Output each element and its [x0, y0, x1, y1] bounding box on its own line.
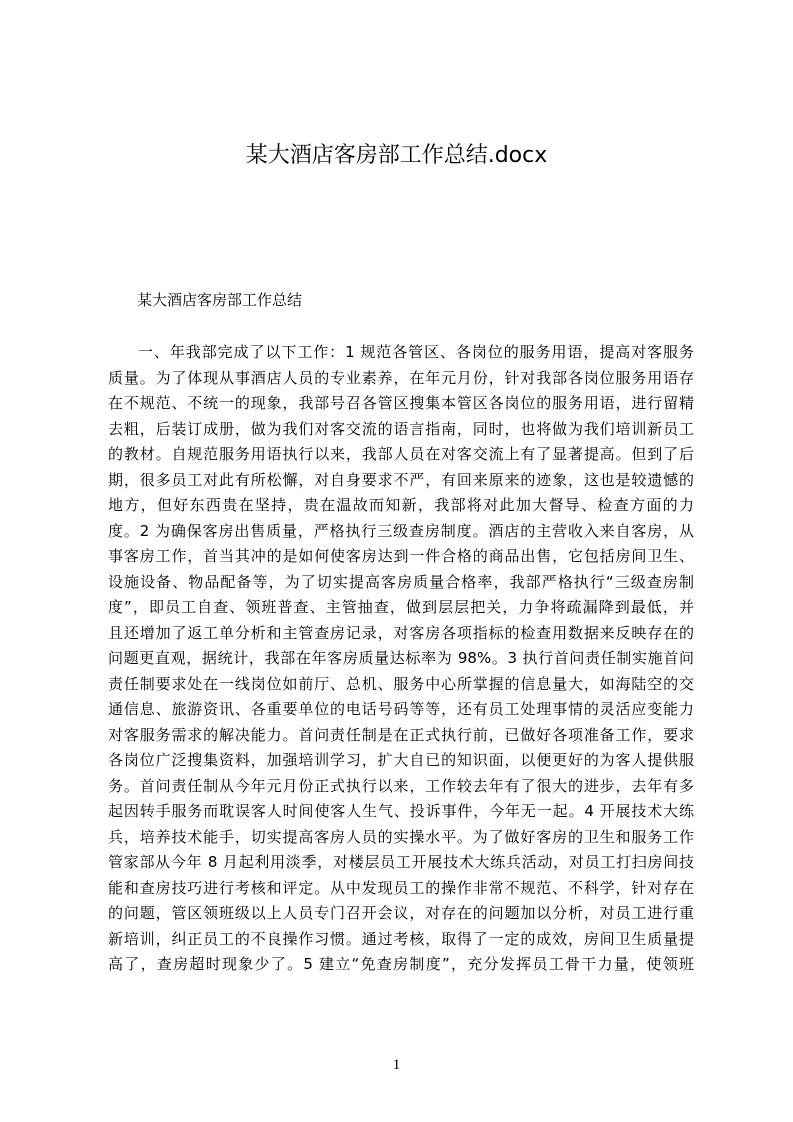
body-line: 的问题，管区领班级以上人员专门召开会议，对存在的问题加以分析，对员工进行重	[108, 904, 694, 922]
body-line: 责任制要求处在一线岗位如前厅、总机、服务中心所掌握的信息量大，如海陆空的交	[108, 674, 694, 693]
body-line: 能和查房技巧进行考核和评定。从中发现员工的操作非常不规范、不科学，针对存在	[108, 878, 694, 897]
body-line: 度”，即员工自查、领班普查、主管抽查，做到层层把关，力争将疏漏降到最低，并	[108, 598, 694, 616]
body-line: 起因转手服务而耽误客人时间使客人生气、投诉事件，今年无一起。4 开展技术大练	[108, 802, 694, 820]
body-paragraph	[108, 340, 694, 978]
document-subtitle: 某大酒店客房部工作总结	[137, 291, 303, 309]
page-number: 1	[392, 1057, 401, 1073]
body-line: 地方，但好东西贵在坚持，贵在温故而知新，我部将对此加大督导、检查方面的力	[108, 496, 694, 514]
body-line: 各岗位广泛搜集资料，加强培训学习，扩大自已的知识面，以便更好的为客人提供服	[108, 751, 694, 769]
body-line: 质量。为了体现从事酒店人员的专业素养，在年元月份，针对我部各岗位服务用语存	[108, 368, 694, 387]
document-title: 某大酒店客房部工作总结.docx	[245, 143, 548, 168]
body-line: 去粗，后装订成册，做为我们对客交流的语言指南，同时，也将做为我们培训新员工	[108, 419, 694, 438]
body-line: 期，很多员工对此有所松懈，对自身要求不严，有回来原来的迹象，这也是较遗憾的	[108, 470, 694, 489]
body-line: 务。首问责任制从今年元月份正式执行以来，工作较去年有了很大的进步，去年有多	[108, 776, 694, 795]
body-line: 管家部从今年 8 月起利用淡季，对楼层员工开展技术大练兵活动，对员工打扫房间技	[108, 853, 694, 871]
body-line: 兵，培养技术能手，切实提高客房人员的实操水平。为了做好客房的卫生和服务工作	[108, 827, 694, 846]
body-line: 问题更直观，据统计，我部在年客房质量达标率为 98%。3 执行首问责任制实施首问	[108, 649, 694, 667]
body-line: 事客房工作，首当其冲的是如何使客房达到一件合格的商品出售，它包括房间卫生、	[108, 547, 694, 565]
body-line: 通信息、旅游资讯、各重要单位的电话号码等等，还有员工处理事情的灵活应变能力	[108, 700, 694, 718]
body-line: 在不规范、不统一的现象，我部号召各管区搜集本管区各岗位的服务用语，进行留精	[108, 394, 694, 412]
body-line: 新培训，纠正员工的不良操作习惯。通过考核，取得了一定的成效，房间卫生质量提	[108, 929, 694, 948]
body-line: 一、年我部完成了以下工作：1 规范各管区、各岗位的服务用语，提高对客服务	[138, 343, 694, 361]
body-line: 高了，查房超时现象少了。5 建立“免查房制度”，充分发挥员工骨干力量，使领班	[108, 955, 694, 973]
body-line: 度。2 为确保客房出售质量，严格执行三级查房制度。酒店的主营收入来自客房，从	[108, 521, 694, 540]
body-line: 且还增加了返工单分析和主管查房记录，对客房各项指标的检查用数据来反映存在的	[108, 623, 694, 642]
body-line: 对客服务需求的解决能力。首问责任制是在正式执行前，已做好各项准备工作，要求	[108, 725, 694, 744]
body-line: 的教材。自规范服务用语执行以来，我部人员在对客交流上有了显著提高。但到了后	[108, 445, 694, 463]
body-line: 设施设备、物品配备等，为了切实提高客房质量合格率，我部严格执行“三级查房制	[108, 572, 694, 591]
